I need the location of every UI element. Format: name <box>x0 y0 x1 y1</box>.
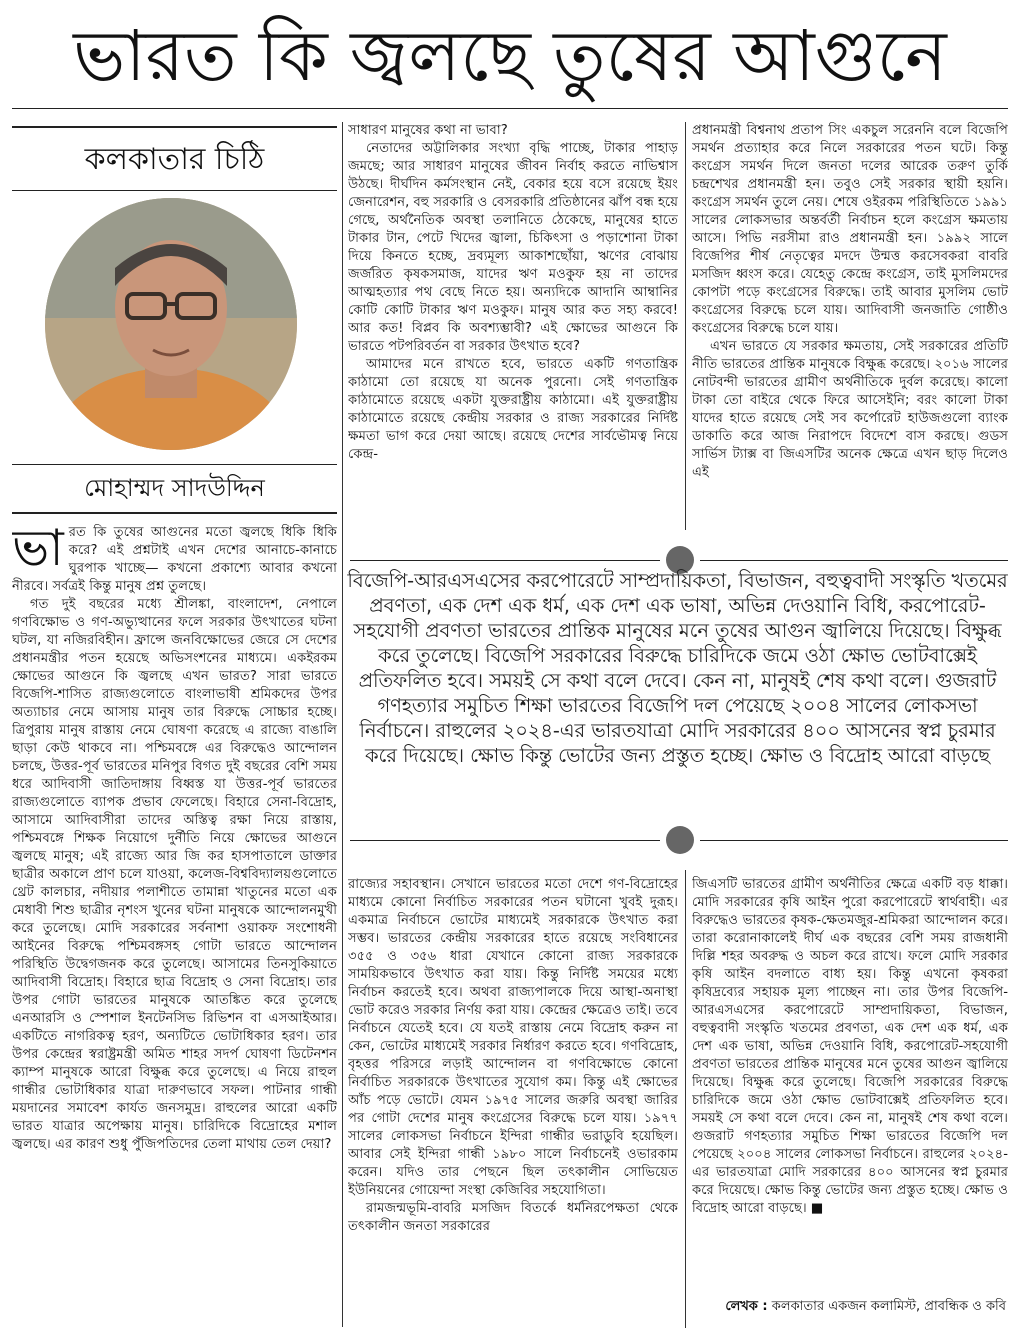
author-note <box>700 1298 1006 1316</box>
author-portrait <box>45 198 297 450</box>
headline-rule <box>12 108 1008 109</box>
column-2-bottom <box>348 876 678 1328</box>
column-3-bottom <box>692 876 1008 1294</box>
pullquote-rule-bottom-right <box>700 840 1008 841</box>
paragraph: প্রধানমন্ত্রী বিশ্বনাথ প্রতাপ সিং একচুল সরেননি বলে বিজেপি সমর্থন প্রত্যাহার করে নিলে সরকারের পতন ঘটে। কিন্তু কংগ্রেস সমর্থন দিলে জনতা দলের আরেক তরুণ তুর্কি চন্দ্রশেখর প্রধানমন্ত্রী হন। তবুও সেই সরকার স্থায়ী হয়নি। কংগ্রেস সমর্থন তুলে নেয়। শেষে ওইরকম পরিস্থিতিতে ১৯৯১ সালের লোকসভার অন্তর্বর্তী নির্বাচন হলে কংগ্রেস ক্ষমতায় আসে। পিভি নরসীমা রাও প্রধানমন্ত্রী হন। ১৯৯২ সালে বিজেপির শীর্ষ নেতৃত্বের মদদে উন্মত্ত করসেবকরা বাবরি মসজিদ ধ্বংস করে। যেহেতু কেন্দ্রে কংগ্রেস, তাই মুসলিমদের কোপটা পড়ে কংগ্রেসের বিরুদ্ধে। তাই আবার মুসলিম ভোট কংগ্রেসের বিরুদ্ধে চলে যায়। আদিবাসী জনজাতি গোষ্ঠীও কংগ্রেসের বিরুদ্ধে চলে যায়। <box>692 123 1008 336</box>
paragraph: রামজন্মভূমি-বাবরি মসজিদ বিতর্কে ধর্মনিরপেক্ষতা থেকে তৎকালীন জনতা সরকারের <box>348 1201 678 1234</box>
column-title-bottom-rule <box>12 190 337 191</box>
pullquote: বিজেপি-আরএসএসের করপোরেটে সাম্প্রদায়িকতা, বিভাজন, বহুত্ববাদী সংস্কৃতি খতমের প্রবণতা, এক দেশ এক ধর্ম, এক দেশ এক ভাষা, অভিন্ন দেওয়ানি বিধি, করপোরেট-সহযোগী প্রবণতা ভারতের প্রান্তিক মানুষের মনে তুষের আগুন জ্বালিয়ে দিয়েছে। বিক্ষুব্ধ করে তুলেছে। বিজেপি সরকারের বিরুদ্ধে চারিদিকে জমে ওঠা ক্ষোভ ভোটবাক্সেই প্রতিফলিত হবে। সময়ই সে কথা বলে দেবে। কেন না, মানুষই শেষ কথা বলে। গুজরাট গণহত্যার সমুচিত শিক্ষা ভারতের বিজেপি দল পেয়েছে ২০০৪ সালের লোকসভা নির্বাচনে। রাহুলের ২০২৪-এর ভারতযাত্রা মোদি সরকারের ৪০০ আসনের স্বপ্ন চুরমার করে দিয়েছে। ক্ষোভ কিন্তু ভোটের জন্য প্রস্তুত হচ্ছে। ক্ষোভ ও বিদ্রোহ আরো বাড়ছে <box>347 569 1008 767</box>
column-divider <box>342 122 343 1327</box>
paragraph: গত দুই বছরের মধ্যে শ্রীলঙ্কা, বাংলাদেশ, নেপালে গণবিক্ষোভ ও গণ-অভ্যুত্থানের ফলে সরকার উৎখাতের ঘটনা ঘটল, যা নজিরবিহীন। ফ্রান্সে জনবিক্ষোভের জেরে সে দেশের প্রধানমন্ত্রীর পতন হয়েছে অভিসংশনের মাধ্যমে। একইরকম ক্ষোভের আগুনে কি জ্বলছে এখন ভারত? সারা ভারতে বিজেপি-শাসিত রাজ্যগুলোতে বাংলাভাষী শ্রমিকদের উপর অত্যাচার নেমে আসায় মানুষ তার বিরুদ্ধে সোচ্চার হচ্ছে। ত্রিপুরায় মানুষ রাস্তায় নেমে ঘোষণা করেছে এ রাজ্যে বাঙালি ছাড়া কেউ থাকবে না। পশ্চিমবঙ্গে এর বিরুদ্ধেও আন্দোলন চলছে, উত্তর-পূর্ব ভারতের মনিপুর বিগত দুই বছরের বেশি সময় ধরে আদিবাসী জাতিদাঙ্গায় বিধ্বস্ত যা উত্তর-পূর্ব ভারতের রাজ্যগুলোতে ব্যাপক প্রভাব ফেলেছে। বিহারে সেনা-বিদ্রোহ, আসামে আদিবাসীরা তাদের অস্তিত্ব রক্ষা নিয়ে রাস্তায়, পশ্চিমবঙ্গে শিক্ষক নিয়োগে দুর্নীতি নিয়ে ক্ষোভের আগুনে জ্বলছে মানুষ; এই রাজ্যে আর জি কর হাসপাতালে ডাক্তার ছাত্রীর অকালে প্রাণ চলে যাওয়া, কলেজ-বিশ্ববিদ্যালয়গুলোতে থ্রেট কালচার, নদীয়ার পলাশীতে তামান্না খাতুনের মতো এক মেধাবী শিশু ছাত্রীর নৃশংস খুনের ঘটনা মানুষকে আন্দোলনমুখী করে তুলেছে। মোদি সরকারের সর্বনাশা ওয়াকফ সংশোধনী আইনের বিরুদ্ধে পশ্চিমবঙ্গসহ গোটা ভারতে আন্দোলন পরিস্থিতি উদ্বেগজনক করে তুলেছে। আসামের তিনসুকিয়াতে আদিবাসী বিদ্রোহ। বিহারে ছাত্র বিদ্রোহ ও সেনা বিদ্রোহ। তার উপর গোটা ভারতের মানুষকে আতঙ্কিত করে তুলেছে এনআরসি ও স্পেশাল ইনটেনসিভ রিভিশন বা এসআইআর। একটিতে নাগরিকত্ব হরণ, অন্যটিতে ভোটাধিকার হরণ। তার উপর কেন্দ্রের স্বরাষ্ট্রমন্ত্রী অমিত শাহর সদর্প ঘোষণা ডিটেনশন ক্যাম্প মানুষকে আরো বিক্ষুব্ধ করে তুলেছে। এ নিয়ে রাহুল গান্ধীর ভোটাধিকার যাত্রা দারুণভাবে সফল। পাটনার গান্ধী ময়দানের সমাবেশ কার্যত জনসমুদ্র। রাহুলের আরো একটি ভারত যাত্রার অপেক্ষায় মানুষ। চারিদিকে বিদ্রোহের মশাল জ্বলছে। এর কারণ শুধু পুঁজিপতিদের তেলা মাথায় তেল দেয়া? <box>12 597 337 1152</box>
paragraph: সাধারণ মানুষের কথা না ভাবা? <box>348 123 508 138</box>
paragraph: রত কি তুষের আগুনের মতো জ্বলছে ধিকি ধিকি করে? এই প্রশ্নটাই এখন দেশের আনাচে-কানাচে ঘুরপাক খাচ্ছে— কখনো প্রকাশ্যে আবার কখনো নীরবে। সর্বত্রই কিন্তু মানুষ প্রশ্ন তুলছে। <box>12 525 337 594</box>
author-note-text: কলকাতার একজন কলামিস্ট, প্রাবন্ধিক ও কবি <box>771 1299 1006 1314</box>
pullquote-bullet-icon <box>666 826 694 854</box>
author-note-label: লেখক : <box>725 1299 768 1314</box>
dropcap: ভা <box>12 524 64 577</box>
pullquote-rule-top-right <box>700 560 1008 561</box>
author-portrait-icon <box>45 198 297 450</box>
author-name-top-rule <box>12 464 337 465</box>
paragraph: এখন ভারতে যে সরকার ক্ষমতায়, সেই সরকারের প্রতিটি নীতি ভারতের প্রান্তিক মানুষকে বিক্ষুব্ধ করেছে। ২০১৬ সালের নোটবন্দী ভারতের গ্রামীণ অর্থনীতিকে দুর্বল করেছে। কালো টাকা তো বাইরে থেকে ফিরে আসেইনি; বরং কালো টাকা যাদের হাতে রয়েছে সেই সব কর্পোরেট হাউজগুলো ব্যাংক ডাকাতি করে আজ নিরাপদে বিদেশে বাস করছে। গুডস সার্ভিস ট্যাক্স বা জিএসটির অনেক ক্ষেত্রে এখন ছাড় দিলেও এই <box>692 339 1008 480</box>
paragraph: আমাদের মনে রাখতে হবে, ভারতে একটি গণতান্ত্রিক কাঠামো তো রয়েছে যা অনেক পুরনো। সেই গণতান্ত্রিক কাঠামোতে রয়েছে একটা যুক্তরাষ্ট্রীয় কাঠামো। এই যুক্তরাষ্ট্রীয় কাঠামোতে রয়েছে কেন্দ্রীয় সরকার ও রাজ্য সরকারের নির্দিষ্ট ক্ষমতা ভাগ করে দেয়া আছে। রয়েছে দেশের সার্বভৌমত্ব নিয়ে কেন্দ্র- <box>348 357 678 462</box>
column-1-body <box>12 524 337 1324</box>
pullquote-rule-bottom-left <box>350 840 660 841</box>
paragraph: রাজ্যের সহাবস্থান। সেখানে ভারতের মতো দেশে গণ-বিদ্রোহের মাধ্যমে কোনো নির্বাচিত সরকারের পতন ঘটানো খুবই দুরূহ। একমাত্র নির্বাচনে ভোটের মাধ্যমেই সরকারকে উৎখাত করা সম্ভব। ভারতের কেন্দ্রীয় সরকারের হাতে রয়েছে সংবিধানের ৩৫৫ ও ৩৫৬ ধারা যেখানে কোনো রাজ্য সরকারকে সাময়িকভাবে উৎখাত করা যায়। কিন্তু নির্দিষ্ট সময়ের মধ্যে নির্বাচন করতেই হবে। অথবা রাজ্যপালকে দিয়ে আস্থা-অনাস্থা ভোট করেও সরকার নির্ণয় করা যায়। কেন্দ্রের ক্ষেত্রেও তাই। তবে নির্বাচনে যেতেই হবে। যে যতই রাস্তায় নেমে বিদ্রোহ করুন না কেন, ভোটের মাধ্যমেই সরকার নির্ধারণ করতে হবে। গণবিদ্রোহ, বৃহত্তর পরিসরে লড়াই আন্দোলন বা গণবিক্ষোভে কোনো নির্বাচিত সরকারকে উৎখাতের সুযোগ কম। কিন্তু এই ক্ষোভের আঁচ পড়ে ভোটে। যেমন ১৯৭৫ সালের জরুরি অবস্থা জারির পর গোটা দেশের মানুষ কংগ্রেসের বিরুদ্ধে চলে যায়। ১৯৭৭ সালের লোকসভা নির্বাচনে ইন্দিরা গান্ধীর ভরাডুবি হয়েছিল। আবার সেই ইন্দিরা গান্ধী ১৯৮০ সালে নির্বাচনেই ওভারকাম করেন। যদিও তার পেছনে ছিল তৎকালীন সোভিয়েত ইউনিয়নের গোয়েন্দা সংস্থা কেজিবির সহযোগিতা। <box>348 877 678 1198</box>
column-title: কলকাতার চিঠি <box>84 142 265 177</box>
column-3-top <box>692 122 1008 530</box>
column-divider <box>685 122 686 530</box>
headline: ভারত কি জ্বলছে তুষের আগুনে <box>73 15 947 97</box>
column-divider <box>685 870 686 1328</box>
pullquote-rule-top-left <box>350 560 660 561</box>
author-name-bottom-rule <box>12 512 337 514</box>
paragraph: নেতাদের অট্টালিকার সংখ্যা বৃদ্ধি পাচ্ছে, টাকার পাহাড় জমছে; আর সাধারণ মানুষের জীবন নির্বাহ করতে নাভিশ্বাস উঠছে। দীর্ঘদিন কর্মসংস্থান নেই, বেকার হয়ে বসে রয়েছে ইয়ং জেনারেশন, বহু সরকারি ও বেসরকারি প্রতিষ্ঠানের ঝাঁপ বন্ধ হয়ে গেছে, অর্থনৈতিক অবস্থা তলানিতে ঠেকেছে, মানুষের হাতে টাকার টান, পেটে খিদের জ্বালা, চিকিৎসা ও পড়াশোনা টাকা দিয়ে কিনতে হচ্ছে, দ্রব্যমূল্য আকাশছোঁয়া, ঋণের বোঝায় জর্জরিত কৃষকসমাজ, যাদের ঋণ মওকুফ হয় না তাদের আত্মহত্যার পথ বেছে নিতে হয়। অন্যদিকে আদানি আম্বানির কোটি কোটি টাকার ঋণ মওকুফ। মানুষ আর কত সহ্য করবে! আর কত! বিপ্লব কি অবশ্যম্ভাবী? এই ক্ষোভের আগুনে কি ভারতে পটপরিবর্তন বা সরকার উৎখাত হবে? <box>348 141 678 354</box>
paragraph: জিএসটি ভারতের গ্রামীণ অর্থনীতির ক্ষেত্রে একটি বড় ধাক্কা। মোদি সরকারের কৃষি আইন পুরো করপোরেটে স্বার্থবাহী। এর বিরুদ্ধেও ভারতের কৃষক-ক্ষেতমজুর-শ্রমিকরা আন্দোলন করে। তারা করোনাকালেই দীর্ঘ এক বছরের বেশি সময় রাজধানী দিল্লি শহর অবরুদ্ধ ও অচল করে রাখে। ফলে মোদি সরকার কৃষি আইন বদলাতে বাধ্য হয়। কিন্তু এখনো কৃষকরা কৃষিদ্রব্যের সহায়ক মূল্য পাচ্ছেন না। তার উপর বিজেপি-আরএসএসের করপোরেটে সাম্প্রদায়িকতা, বিভাজন, বহুত্ববাদী সংস্কৃতি খতমের প্রবণতা, এক দেশ এক ধর্ম, এক দেশ এক ভাষা, অভিন্ন দেওয়ানি বিধি, করপোরেট-সহযোগী প্রবণতা ভারতের প্রান্তিক মানুষের মনে তুষের আগুন জ্বালিয়ে দিয়েছে। বিক্ষুব্ধ করে তুলেছে। বিজেপি সরকারের বিরুদ্ধে চারিদিকে জমে ওঠা ক্ষোভ ভোটবাক্সেই প্রতিফলিত হবে। সময়ই সে কথা বলে দেবে। কেন না, মানুষই শেষ কথা বলে। গুজরাট গণহত্যার সমুচিত শিক্ষা ভারতের বিজেপি দল পেয়েছে ২০০৪ সালের লোকসভা নির্বাচনে। রাহুলের ২০২৪-এর ভারতযাত্রা মোদি সরকারের ৪০০ আসনের স্বপ্ন চুরমার করে দিয়েছে। ক্ষোভ কিন্তু ভোটের জন্য প্রস্তুত হচ্ছে। ক্ষোভ ও বিদ্রোহ আরো বাড়ছে। ■ <box>692 877 1008 1216</box>
column-2-top <box>348 122 678 530</box>
column-title-top-rule <box>12 126 337 128</box>
author-name: মোহাম্মদ সাদউদ্দিন <box>84 474 265 502</box>
